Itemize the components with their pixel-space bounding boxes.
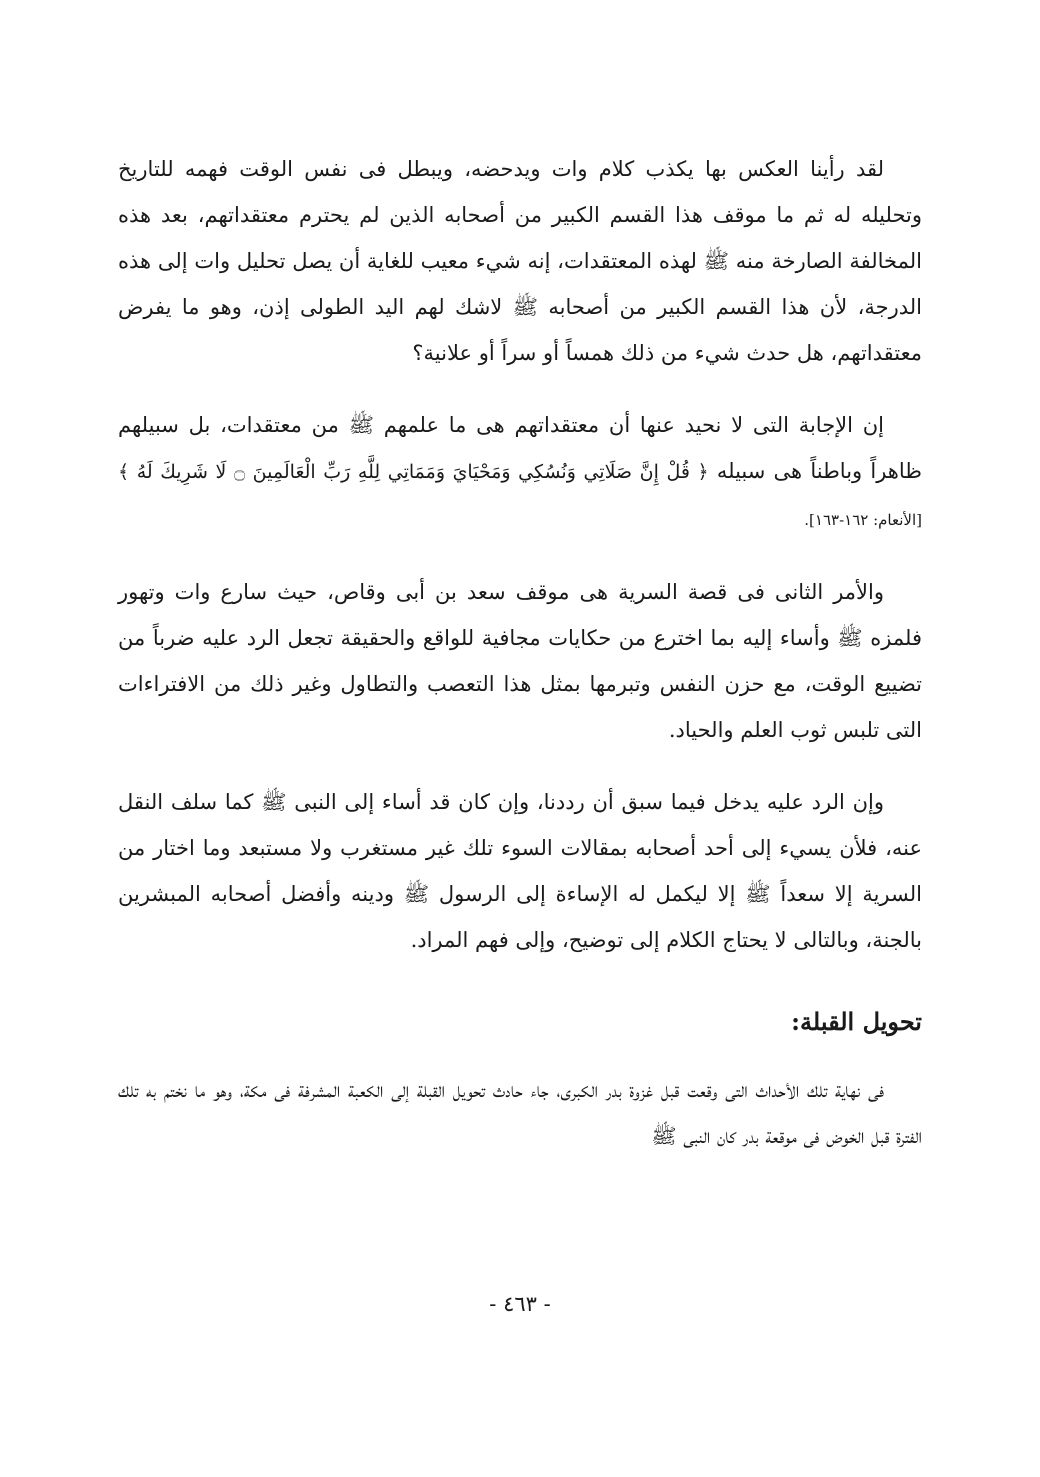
paragraph-4: وإن الرد عليه يدخل فيما سبق أن رددنا، وإن كان قد أساء إلى النبى ﷺ كما سلف النقل عنه، فلأن يسيء إلى أحد أصحابه بمقالات السوء تلك غير مستغرب ولا مستبعد وما اختار من السرية إلا سعداً ﷺ إلا ليكمل له الإساءة إلى الرسول ﷺ ودينه وأفضل أصحابه المبشرين بالجنة، وبالتالى لا يحتاج الكلام إلى توضيح، وإلى فهم المراد. [118, 790, 922, 952]
page-number: - ٤٦٣ - [489, 1292, 551, 1316]
paragraph-5: فى نهاية تلك الأحداث التى وقعت قبل غزوة بدر الكبرى، جاء حادث تحويل القبلة إلى الكعبة المشرفة فى مكة، وهو ما نختم به تلك الفترة قبل الخوض فى موقعة بدر كان النبى ﷺ [118, 1078, 922, 1148]
paragraph-3: والأمر الثانى فى قصة السرية هى موقف سعد بن أبى وقاص، حيث سارع وات وتهور فلمزه ﷺ وأساء إليه بما اخترع من حكايات مجافية للواقع والحقيقة تجعل الرد عليه ضرباً من تضييع الوقت، مع حزن النفس وتبرمها بمثل هذا التعصب والتطاول وغير ذلك من الافتراءات التى تلبس ثوب العلم والحياد. [118, 580, 922, 742]
page-body [118, 146, 922, 1159]
paragraph-2-text: إن الإجابة التى لا نحيد عنها أن معتقداتهم هى ما علمهم ﷺ من معتقدات، بل سبيلهم ظاهراً وباطناً هى سبيله [118, 413, 922, 483]
quran-quote: ﴿ قُلْ إِنَّ صَلَاتِي وَنُسُكِي وَمَحْيَايَ وَمَمَاتِي لِلَّهِ رَبِّ الْعَالَمِينَ ۝ لَا شَرِيكَ لَهُ ﴾ [118, 461, 709, 483]
paragraph-1: لقد رأينا العكس بها يكذب كلام وات ويدحضه، ويبطل فى نفس الوقت فهمه للتاريخ وتحليله له ثم ما موقف هذا القسم الكبير من أصحابه الذين لم يحترم معتقداتهم، بعد هذه المخالفة الصارخة منه ﷺ لهذه المعتقدات، إنه شيء معيب للغاية أن يصل تحليل وات إلى هذه الدرجة، لأن هذا القسم الكبير من أصحابه ﷺ لاشك لهم اليد الطولى إذن، وهو ما يفرض معتقداتهم، هل حدث شيء من ذلك همساً أو سراً أو علانية؟ [118, 157, 922, 365]
section-heading: تحويل القبلة: [791, 1007, 922, 1036]
quran-citation: [الأنعام: ١٦٢-١٦٣]. [804, 511, 922, 529]
paragraph-2 [118, 402, 922, 543]
